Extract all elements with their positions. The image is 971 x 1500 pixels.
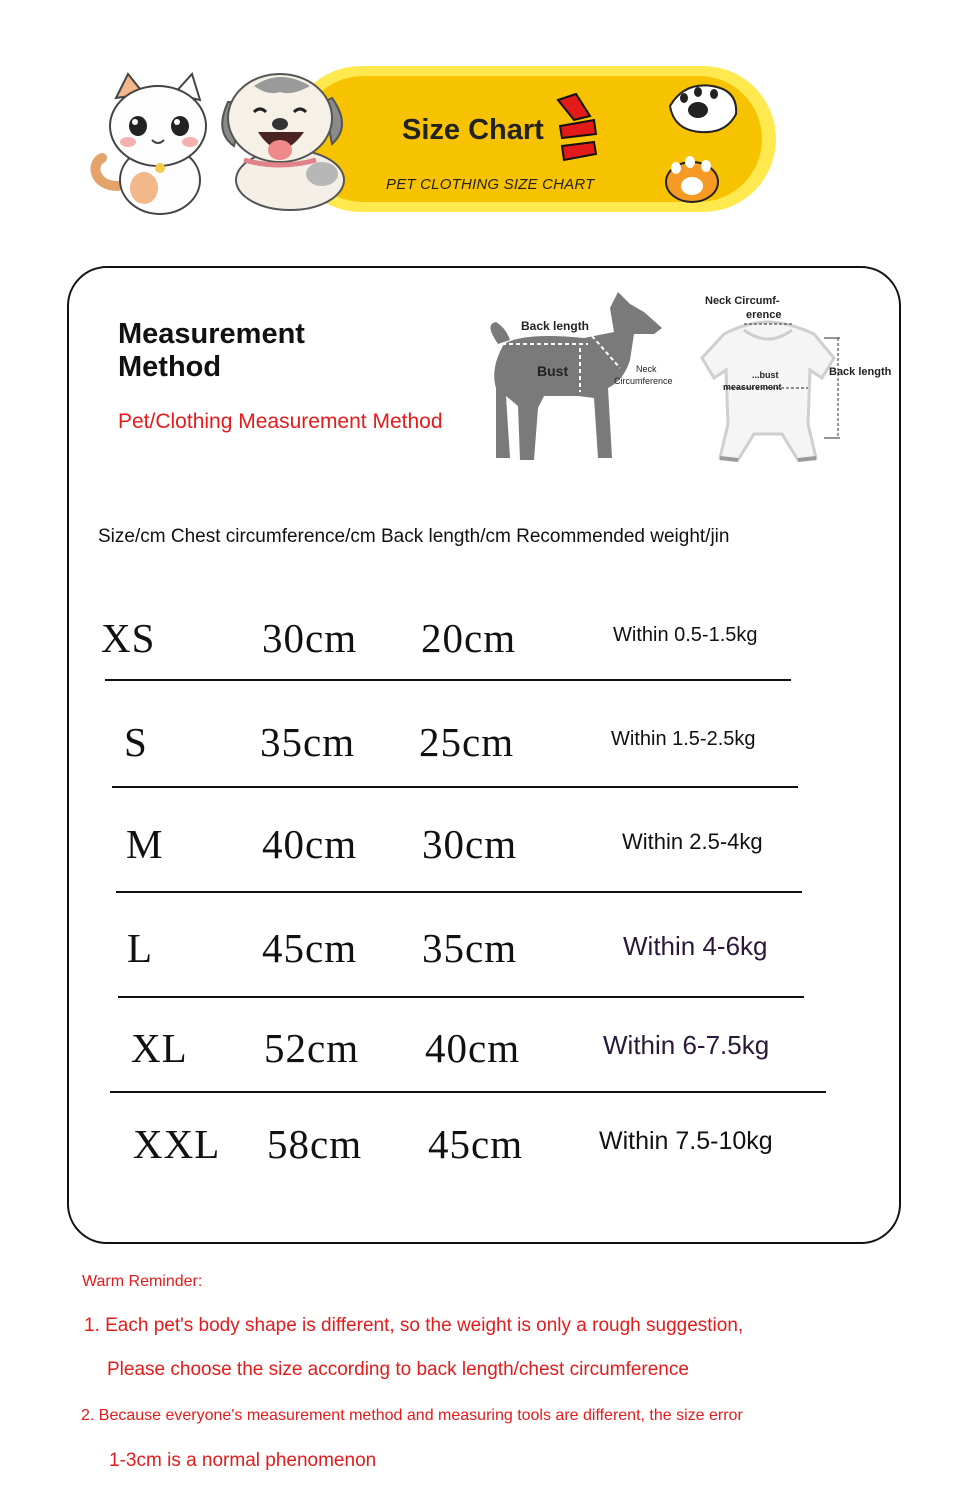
shirt-neck-label-line1: Neck Circumf- bbox=[705, 295, 780, 307]
row-s-chest: 35cm bbox=[260, 719, 356, 765]
row-xxl-weight: Within 7.5-10kg bbox=[599, 1127, 773, 1155]
shirt-bust-label-line2: measurement bbox=[723, 382, 782, 392]
measurement-title-line1: Measurement bbox=[118, 318, 305, 350]
row-xxl-size: XXL bbox=[133, 1121, 221, 1167]
shirt-bust-label-line1: ...bust bbox=[752, 370, 779, 380]
banner-subtitle: PET CLOTHING SIZE CHART bbox=[386, 176, 595, 193]
reminder-item2-line1: 2. Because everyone's measurement method and measuring tools are different, the size error bbox=[81, 1407, 743, 1424]
row-xl-chest: 52cm bbox=[264, 1025, 360, 1071]
banner-title: Size Chart bbox=[402, 114, 544, 146]
row-l-chest: 45cm bbox=[262, 925, 358, 971]
row-divider bbox=[110, 1091, 826, 1093]
reminder-item1-line2: Please choose the size according to back length/chest circumference bbox=[107, 1359, 689, 1380]
row-s-back: 25cm bbox=[419, 719, 515, 765]
row-m-chest: 40cm bbox=[262, 821, 358, 867]
reminder-item1-line1: 1. Each pet's body shape is different, so the weight is only a rough suggestion, bbox=[84, 1315, 744, 1336]
size-table-header: Size/cm Chest circumference/cm Back length/cm Recommended weight/jin bbox=[98, 526, 730, 547]
row-divider bbox=[112, 786, 798, 788]
row-xs-weight: Within 0.5-1.5kg bbox=[613, 624, 758, 646]
size-chart-banner bbox=[88, 62, 778, 217]
row-xxl-chest: 58cm bbox=[267, 1121, 363, 1167]
cartoon-dog-icon bbox=[214, 62, 354, 212]
row-m-back: 30cm bbox=[422, 821, 518, 867]
measurement-method-subtitle: Pet/Clothing Measurement Method bbox=[118, 410, 443, 433]
row-l-back: 35cm bbox=[422, 925, 518, 971]
row-m-weight: Within 2.5-4kg bbox=[622, 829, 763, 854]
row-divider bbox=[116, 891, 802, 893]
row-l-size: L bbox=[127, 925, 154, 971]
row-xl-weight: Within 6-7.5kg bbox=[603, 1030, 770, 1060]
row-m-size: M bbox=[126, 821, 164, 867]
dog-back-length-label: Back length bbox=[521, 319, 590, 333]
row-xxl-back: 45cm bbox=[428, 1121, 524, 1167]
measurement-method-title bbox=[118, 318, 348, 384]
row-s-size: S bbox=[124, 719, 148, 765]
row-divider bbox=[105, 679, 791, 681]
reminder-item2-line2: 1-3cm is a normal phenomenon bbox=[109, 1450, 377, 1471]
exclamation-burst-icon bbox=[554, 92, 600, 164]
row-xs-back: 20cm bbox=[421, 615, 517, 661]
row-xs-chest: 30cm bbox=[262, 615, 358, 661]
shirt-back-length-label: Back length bbox=[829, 366, 892, 378]
row-s-weight: Within 1.5-2.5kg bbox=[611, 728, 756, 750]
dog-bust-label: Bust bbox=[537, 363, 569, 379]
warm-reminder-title: Warm Reminder: bbox=[82, 1273, 203, 1290]
cartoon-cat-icon bbox=[88, 68, 218, 218]
row-xl-size: XL bbox=[131, 1025, 188, 1071]
measurement-title-line2: Method bbox=[118, 351, 222, 383]
paw-print-icon bbox=[654, 76, 750, 206]
row-xs-size: XS bbox=[101, 615, 156, 661]
dog-neck-label-line2: Circumference bbox=[614, 376, 673, 386]
row-divider bbox=[118, 996, 804, 998]
row-l-weight: Within 4-6kg bbox=[623, 931, 768, 961]
dog-neck-label-line1: Neck bbox=[636, 364, 657, 374]
row-xl-back: 40cm bbox=[425, 1025, 521, 1071]
shirt-neck-label-line2: erence bbox=[746, 309, 782, 321]
